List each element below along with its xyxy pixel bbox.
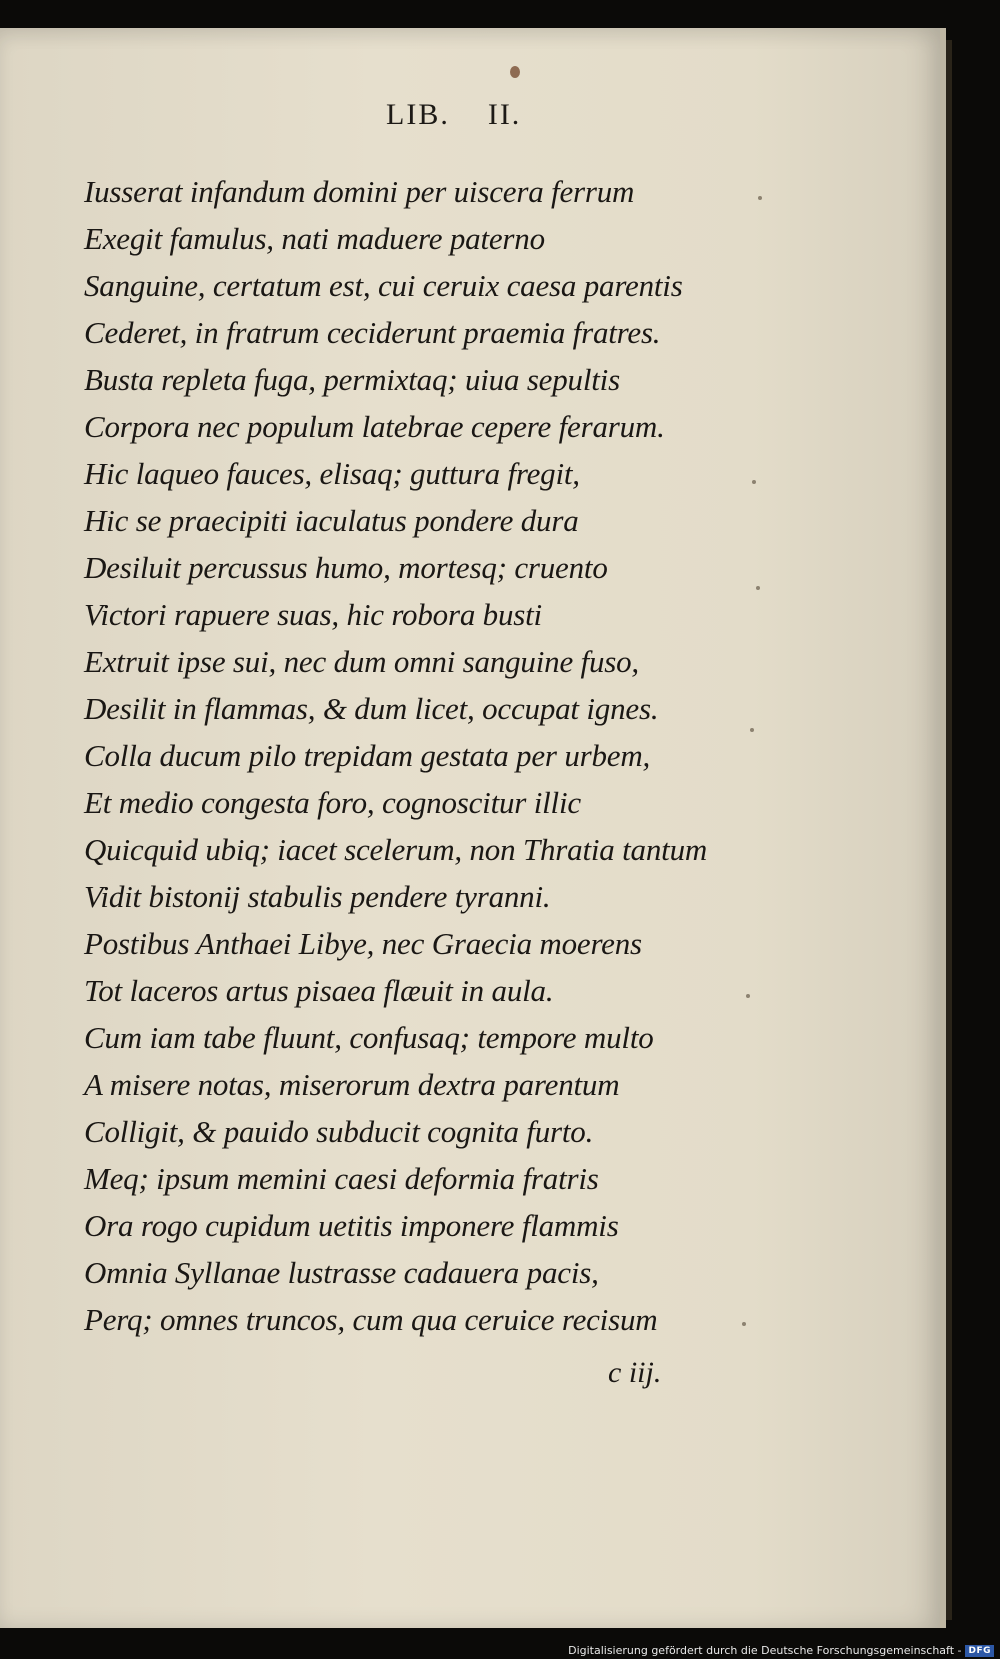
verse-list	[84, 168, 784, 1343]
verse-line: Victori rapuere suas, hic robora busti	[84, 597, 542, 632]
verse-line: Hic laqueo fauces, elisaq; guttura fregit,	[84, 456, 580, 491]
verse-line: Cederet, in fratrum ceciderunt praemia fratres.	[84, 315, 661, 350]
footer-text: Digitalisierung gefördert durch die Deutsche Forschungsgemeinschaft -	[568, 1644, 962, 1657]
verse-line: Exegit famulus, nati maduere paterno	[84, 221, 545, 256]
verse-line: Iusserat infandum domini per uiscera ferrum	[84, 174, 635, 209]
margin-speck	[756, 586, 760, 590]
verse-line: Colligit, & pauido subducit cognita furto.	[84, 1114, 594, 1149]
footer-credit	[568, 1644, 994, 1657]
verse-line: Busta repleta fuga, permixtaq; uiua sepultis	[84, 362, 620, 397]
page-edge	[946, 40, 952, 1620]
margin-speck	[752, 480, 756, 484]
verse-line: Colla ducum pilo trepidam gestata per urbem,	[84, 738, 651, 773]
verse-line: Meq; ipsum memini caesi deformia fratris	[84, 1161, 599, 1196]
verse-line: Desiluit percussus humo, mortesq; cruento	[84, 550, 608, 585]
running-head: LIB. II.	[386, 98, 522, 131]
verse-line: Vidit bistonij stabulis pendere tyranni.	[84, 879, 551, 914]
verse-line: Postibus Anthaei Libye, nec Graecia moerens	[84, 926, 642, 961]
dfg-logo: DFG	[965, 1645, 994, 1657]
margin-speck	[750, 728, 754, 732]
margin-speck	[742, 1322, 746, 1326]
verse-line: A misere notas, miserorum dextra parentum	[84, 1067, 620, 1102]
margin-speck	[758, 196, 762, 200]
verse-line: Hic se praecipiti iaculatus pondere dura	[84, 503, 579, 538]
verse-line: Quicquid ubiq; iacet scelerum, non Thratia tantum	[84, 832, 708, 867]
verse-line: Extruit ipse sui, nec dum omni sanguine fuso,	[84, 644, 639, 679]
verse-line: Omnia Syllanae lustrasse cadauera pacis,	[84, 1255, 599, 1290]
verse-line: Et medio congesta foro, cognoscitur illic	[84, 785, 581, 820]
verse-line: Sanguine, certatum est, cui ceruix caesa parentis	[84, 268, 683, 303]
verse-line: Perq; omnes truncos, cum qua ceruice recisum	[84, 1302, 658, 1337]
verse-line: Cum iam tabe fluunt, confusaq; tempore multo	[84, 1020, 654, 1055]
verse-line: Ora rogo cupidum uetitis imponere flammis	[84, 1208, 619, 1243]
verse-line: Tot laceros artus pisaea flæuit in aula.	[84, 973, 554, 1008]
signature-mark: c iij.	[608, 1356, 662, 1389]
verse-line: Desilit in flammas, & dum licet, occupat ignes.	[84, 691, 659, 726]
ink-blot	[510, 66, 520, 78]
margin-speck	[746, 994, 750, 998]
verse-line: Corpora nec populum latebrae cepere ferarum.	[84, 409, 665, 444]
